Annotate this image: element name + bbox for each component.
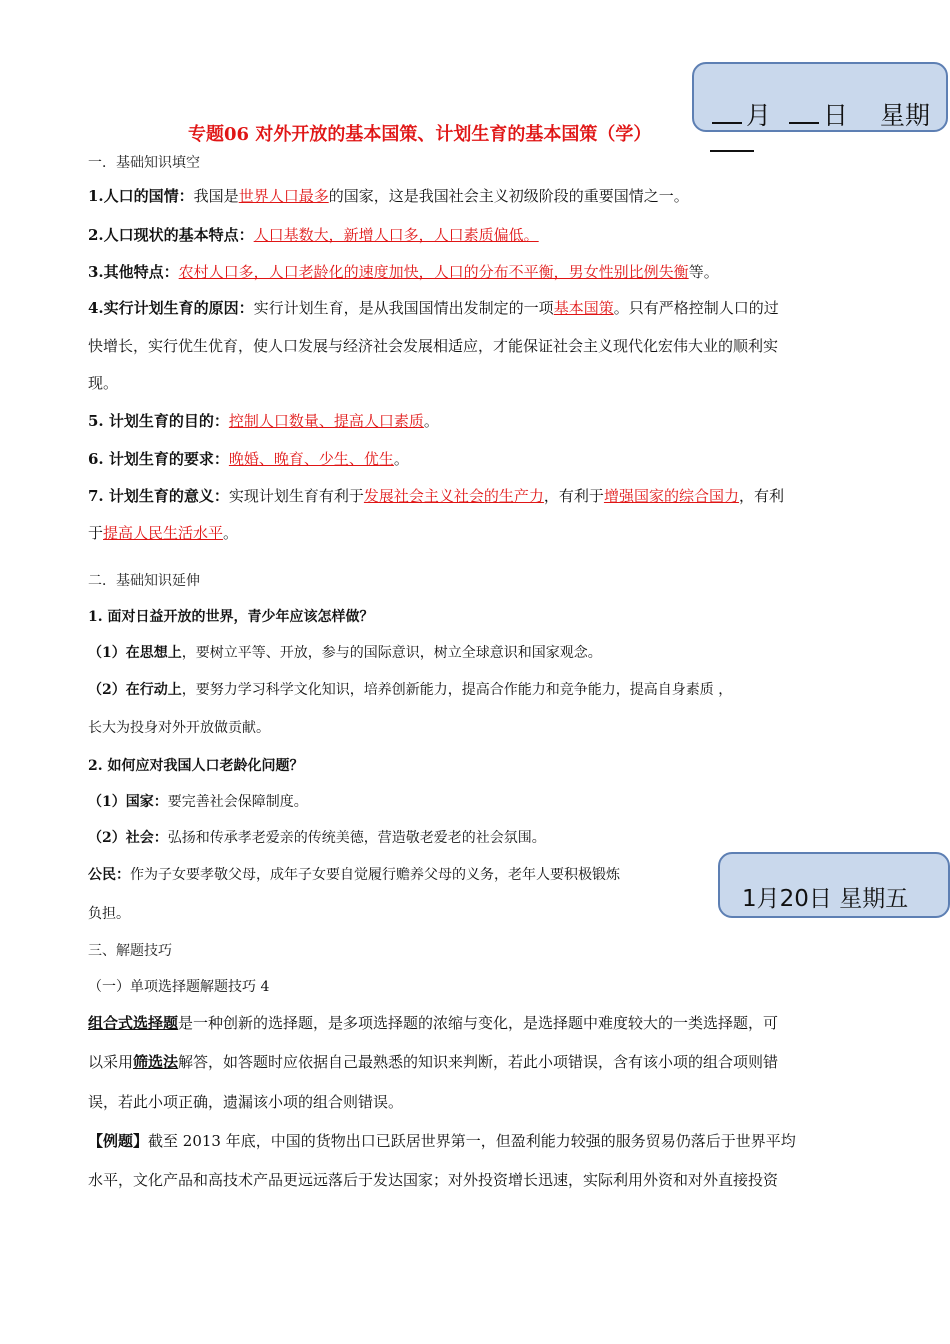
q2-answer-1: （1）国家：要完善社会保障制度。 (88, 794, 308, 810)
q1-answer-2-line2: 长大为投身对外开放做贡献。 (88, 720, 270, 736)
item-4: 4.实行计划生育的原因：实行计划生育，是从我国国情出发制定的一项基本国策。只有严格控制人口的过 (88, 299, 779, 317)
page-title: 专题06 对外开放的基本国策、计划生育的基本国策（学） (188, 124, 652, 145)
item-7-line2: 于提高人民生活水平。 (88, 524, 239, 542)
q2-answer-3-line2: 负担。 (88, 906, 130, 922)
item-3: 3.其他特点：农村人口多，人口老龄化的速度加快，人口的分布不平衡，男女性别比例失衡等。 (88, 263, 719, 281)
q1-answer-1: （1）在思想上，要树立平等、开放，参与的国际意识，树立全球意识和国家观念。 (88, 645, 602, 661)
q1-answer-2: （2）在行动上，要努力学习科学文化知识，培养创新能力，提高合作能力和竞争能力，提高自身素质 ， (88, 682, 733, 698)
month-label: 月 (746, 101, 772, 130)
question-1: 1. 面对日益开放的世界，青少年应该怎样做？ (88, 609, 374, 625)
item-7: 7. 计划生育的意义：实现计划生育有利于发展社会主义社会的生产力，有利于增强国家的综合国力，有利 (88, 487, 784, 505)
weekday-blank[interactable] (710, 150, 754, 152)
date-box-bottom: 1月20日 星期五 (718, 852, 950, 918)
tip-paragraph-line2: 以采用筛选法解答，如答题时应依据自己最熟悉的知识来判断，若此小项错误，含有该小项的组合项则错 (88, 1053, 779, 1071)
item-5: 5. 计划生育的目的：控制人口数量、提高人口素质。 (88, 412, 439, 430)
item-2: 2.人口现状的基本特点：人口基数大，新增人口多，人口素质偏低。 (88, 226, 539, 244)
tip-paragraph-line3: 误，若此小项正确，遗漏该小项的组合则错误。 (88, 1093, 404, 1111)
tip-paragraph-line1: 组合式选择题是一种创新的选择题，是多项选择题的浓缩与变化，是选择题中难度较大的一类选择题，可 (88, 1014, 779, 1032)
q2-answer-3: 公民：作为子女要孝敬父母，成年子女要自觉履行赡养父母的义务，老年人要积极锻炼 (88, 867, 620, 883)
weekday-label: 星期 (879, 101, 930, 130)
example-line1: 【例题】截至 2013 年底，中国的货物出口已跃居世界第一，但盈利能力较强的服务贸易仍落后于世界平均 (88, 1132, 796, 1150)
item-4-line3: 现。 (88, 374, 119, 392)
month-blank[interactable] (712, 122, 742, 124)
example-line2: 水平，文化产品和高技术产品更远远落后于发达国家；对外投资增长迅速，实际利用外资和对外直接投资 (88, 1171, 779, 1189)
date-box-top (692, 62, 948, 132)
question-2: 2. 如何应对我国人口老龄化问题？ (88, 758, 304, 774)
section1-heading: 一．基础知识填空 (88, 155, 200, 171)
item-1: 1.人口的国情：我国是世界人口最多的国家，这是我国社会主义初级阶段的重要国情之一。 (88, 187, 689, 205)
item-4-line2: 快增长，实行优生优育，使人口发展与经济社会发展相适应，才能保证社会主义现代化宏伟大业的顺利实 (88, 337, 779, 355)
q2-answer-2: （2）社会：弘扬和传承孝老爱亲的传统美德，营造敬老爱老的社会氛围。 (88, 830, 546, 846)
item-6: 6. 计划生育的要求：晚婚、晚育、少生、优生。 (88, 450, 409, 468)
day-blank[interactable] (789, 122, 819, 124)
section3-heading: 三、解题技巧 (88, 943, 172, 959)
section2-heading: 二．基础知识延伸 (88, 573, 200, 589)
day-label: 日 (822, 101, 848, 130)
section3-subheading: （一）单项选择题解题技巧 4 (88, 979, 270, 995)
